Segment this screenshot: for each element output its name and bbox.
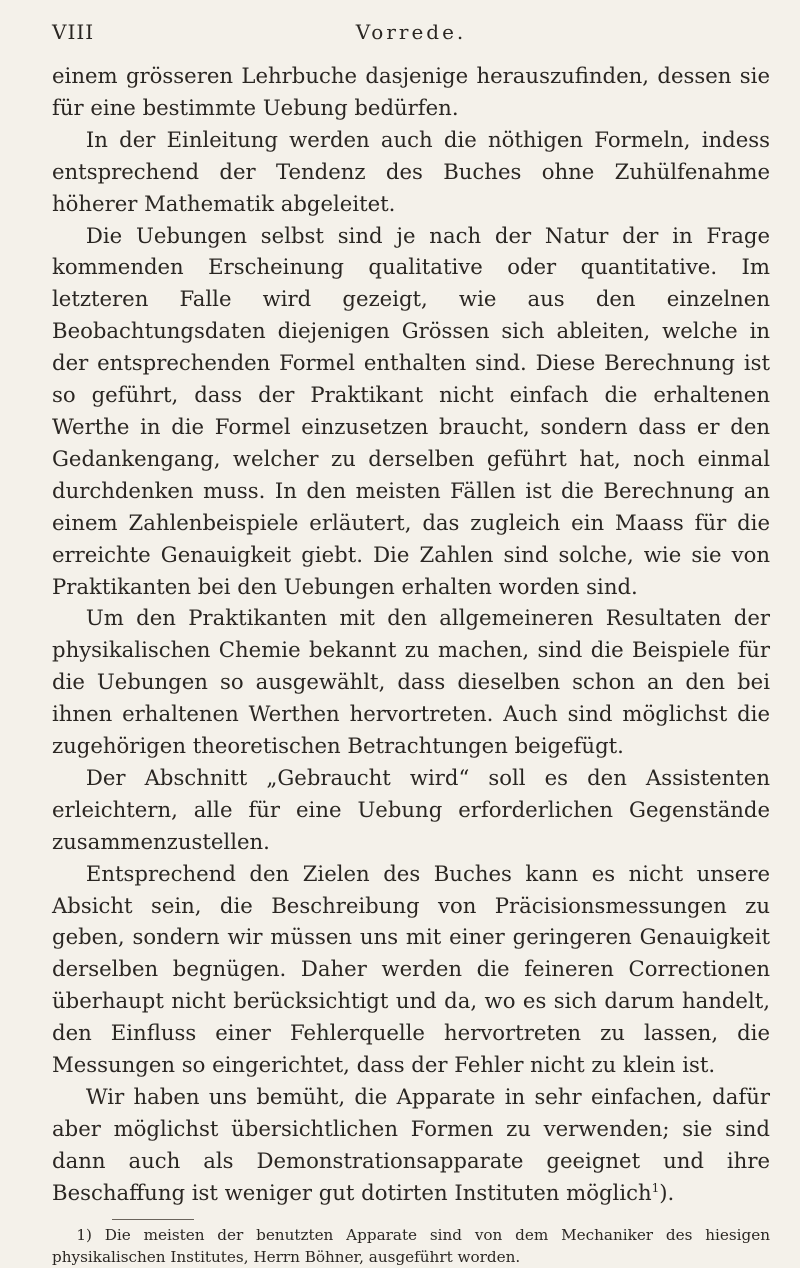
footnote: 1) Die meisten der benutzten Apparate sind von dem Mechaniker des hiesigen physikalischen Institutes, Herrn Böhner, ausgeführt worden.	[52, 1225, 770, 1266]
footnote-divider	[112, 1219, 194, 1220]
paragraph-apparate	[52, 1081, 770, 1209]
paragraph-abschnitt: Der Abschnitt „Gebraucht wird“ soll es den Assistenten erleichtern, alle für eine Uebung erforderlichen Gegenstände zusammenzustellen.	[52, 764, 770, 854]
footnote-marker-suffix: ).	[659, 1179, 675, 1205]
paragraph-einleitung: In der Einleitung werden auch die nöthigen Formeln, indess entsprechend der Tendenz des Buches ohne Zuhülfenahme höherer Mathematik abgeleitet.	[52, 126, 770, 216]
body-text	[52, 60, 770, 1209]
paragraph-apparate-text: Wir haben uns bemüht, die Apparate in sehr einfachen, dafür aber möglichst übersichtlichen Formen zu verwenden; sie sind dann auch als Demonstrationsapparate geeignet und ihre Beschaffung ist weniger gut dotirten Instituten möglich	[52, 1084, 770, 1205]
paragraph-praecision: Entsprechend den Zielen des Buches kann es nicht unsere Absicht sein, die Beschreibung von Präcisionsmessungen zu geben, sondern wir müssen uns mit einer geringeren Genauigkeit derselben begnügen. Daher werden die feineren Correctionen überhaupt nicht berücksichtigt und da, wo es sich darum handelt, den Einfluss einer Fehlerquelle hervortreten zu lassen, die Messungen so eingerichtet, dass der Fehler nicht zu klein ist.	[52, 860, 770, 1078]
running-head	[52, 14, 770, 46]
paragraph-continuation: einem grösseren Lehrbuche dasjenige herauszufinden, dessen sie für eine bestimmte Uebung bedürfen.	[52, 63, 770, 120]
footnote-marker: 1	[651, 1180, 660, 1195]
running-head-title: Vorrede.	[355, 20, 467, 44]
page-number: VIII	[52, 20, 95, 44]
paragraph-resultate: Um den Praktikanten mit den allgemeineren Resultaten der physikalischen Chemie bekannt zu machen, sind die Beispiele für die Uebungen so ausgewählt, dass dieselben schon an den bei ihnen erhaltenen Werthen hervortreten. Auch sind möglichst die zugehörigen theoretischen Betrachtungen beigefügt.	[52, 605, 770, 759]
paragraph-uebungen: Die Uebungen selbst sind je nach der Natur der in Frage kommenden Erscheinung qualitative oder quantitative. Im letzteren Falle wird gezeigt, wie aus den einzelnen Beobachtungsdaten diejenigen Grössen sich ableiten, welche in der entsprechenden Formel enthalten sind. Diese Berechnung ist so geführt, dass der Praktikant nicht einfach die erhaltenen Werthe in die Formel einzusetzen braucht, sondern dass er den Gedankengang, welcher zu derselben geführt hat, noch einmal durchdenken muss. In den meisten Fällen ist die Berechnung an einem Zahlenbeispiele erläutert, das zugleich ein Maass für die erreichte Genauigkeit giebt. Die Zahlen sind solche, wie sie von Praktikanten bei den Uebungen erhalten worden sind.	[52, 222, 770, 599]
